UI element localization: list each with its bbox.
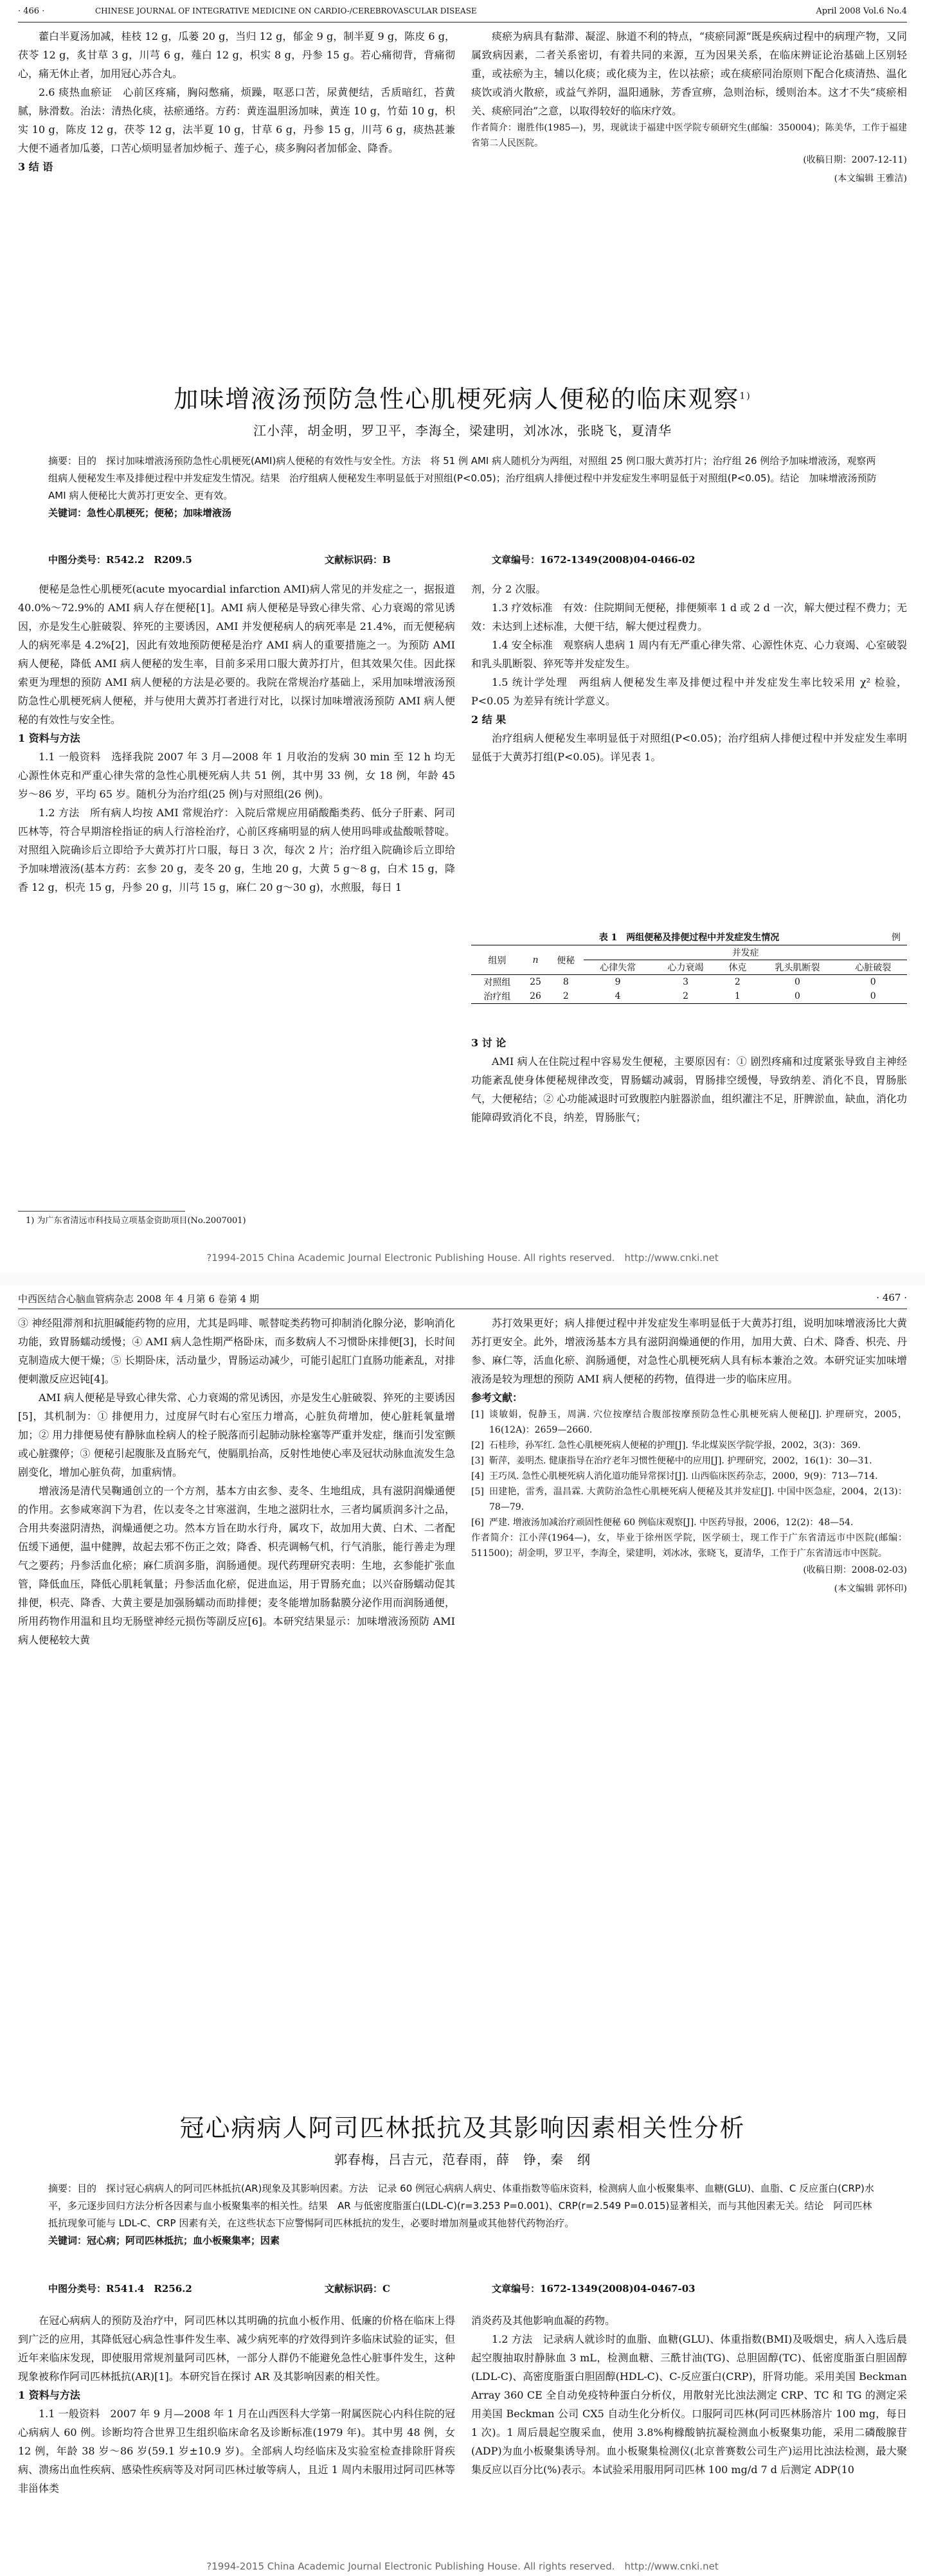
body-left-column <box>18 580 455 897</box>
paragraph: 苏打效果更好；病人排便过程中并发症发生率明显低于大黄苏打组，说明加味增液汤比大黄苏打更安全。此外，增液汤基本方具有滋阴润燥通便的作用，加用大黄、白术、降香、枳壳、丹参、麻仁等，活血化瘀、润肠通便，对急性心肌梗死病人具有标本兼治之效。本研究证实加味增液汤是较为理想的预防 AMI 病人便秘的药物，值得进一步的临床应用。 <box>471 1317 907 1385</box>
reference-text: 靳萍，姜明杰. 健康指导在治疗老年习惯性便秘中的应用[J]. 护理研究，2002，16(1)：30—31. <box>489 1456 872 1466</box>
classification-row-2 <box>48 2282 877 2297</box>
page-separator <box>0 1273 925 1285</box>
class-number: 中图分类号：R541.4 R256.2 <box>48 2283 192 2294</box>
article2-right-column <box>471 2311 907 2479</box>
table-cell: 3 <box>683 977 688 987</box>
abstract-text: 摘要：目的 探讨冠心病病人的阿司匹林抵抗(AR)现象及其影响因素。方法 记录 60 例冠心病病人病史、体重指数等临床资料，检测病人血小板聚集率、血糖(GLU)、血脂、C 反应蛋白(CRP)水平，多元逐步回归方法分析各因素与血小板聚集率的相关性。结果 AR 与低密度脂蛋白(LDL-C)(r=3.253 P=0.001)、CRP(r=2.549 P=0.015)显著相关，而与其他因素无关。结论 阿司匹林抵抗现象可能与 LDL-C、CRP 因素有关，在这些状态下应警惕阿司匹林抵抗的发生，必要时增加剂量或其他替代药物治疗。 <box>48 2183 874 2229</box>
author-bio: 作者简介：谢胜伟(1985—)，男，现就读于福建中医学院专硕研究生(邮编：350004)；陈美华，工作于福建省第二人民医院。 <box>471 123 907 148</box>
table-subheader: 心力衰竭 <box>667 963 704 973</box>
paragraph: 痰瘀为病具有黏滞、凝涩、脉道不利的特点，“痰瘀同源”既是疾病过程中的病理产物，又同属致病因素，二者关系密切，有着共同的来源，互为因果关系，在临床辨证论治基础上区别轻重，或祛瘀为主，辅以化痰；或化痰为主，佐以祛瘀；或在痰瘀同治原则下配合化痰清热、温化痰饮或消火散瘀，或益气养阴，温阳通脉，芳香宣痹，急则治标，缓则治本。这才不失“痰瘀相关、痰瘀同治”之意，以取得较好的临床疗效。 <box>471 30 907 117</box>
paragraph: 消炎药及其他影响血凝的药物。 <box>471 2314 616 2327</box>
document-code: 文献标识码：C <box>325 2283 390 2294</box>
table-header-group: 组别 <box>471 945 523 975</box>
running-header <box>18 6 907 19</box>
journal-name: 中西医结合心脑血管病杂志 2008 年 4 月第 6 卷第 4 期 <box>18 1293 259 1305</box>
article-title <box>0 379 925 415</box>
table-subheader: 休克 <box>728 963 747 973</box>
table-caption <box>471 931 907 945</box>
reference-text: 王巧凤. 急性心肌梗死病人消化道功能异常探讨[J]. 山西临床医药杂志，2000，9(9)：713—714. <box>489 1471 878 1481</box>
reference-text: 田建艳，雷秀，温昌霖. 大黄防治急性心肌梗死病人便秘及其并发症[J]. 中国中医急症，2004，2(13)：78—79. <box>489 1487 907 1512</box>
reference-number: [2] <box>471 1440 484 1451</box>
table-cell: 2 <box>562 991 569 1001</box>
footnote-rule <box>18 1211 185 1212</box>
paragraph: 1.1 一般资料 选择我院 2007 年 3 月—2008 年 1 月收治的发病 30 min 至 12 h 均无心源性休克和严重心律失常的急性心肌梗死病人共 51 例，其中男 33 例，女 18 例，年龄 45 岁～86 岁，平均 65 岁。随机分为治疗组(25 例)与对照组(26 例)。 <box>18 751 455 800</box>
paragraph: 1.4 安全标准 观察病人患病 1 周内有无严重心律失常、心源性休克、心力衰竭、心室破裂和乳头肌断裂、猝死等并发症发生。 <box>471 639 907 670</box>
paragraph: 增液汤是清代吴鞠通创立的一个方剂，基本方由玄参、麦冬、生地组成，具有滋阴润燥通便的作用。玄参咸寒润下为君，佐以麦冬之甘寒滋润，生地之滋阴壮水，三者均属质润多汁之品，合用共奏滋阴清热，润燥通便之功。然本方旨在助水行舟，属攻下，故加用大黄、白术、二者配伍缓下通便，温中健脾，故起去邪不伤正之效；降香、枳壳调畅气机，行气消胀，能行善走为理气之要药；丹参活血化瘀；麻仁质润多脂，润肠通便。现代药理研究表明：生地，玄参能扩张血管，降低血压，降低心肌耗氧量；丹参活血化瘀，促进血运，用于胃肠充血；以兴奋肠蠕动促其排便，枳壳、降香、大黄主要是加强肠蠕动而助排便；麦冬能增加肠黏膜分泌作用而润肠通便，所用药物作用温和且均无肠壁神经元损伤等副反应[6]。本研究结果显示：加味增液汤预防 AMI 病人便秘较大黄 <box>18 1485 455 1646</box>
page-number: · 467 · <box>876 1292 907 1303</box>
table-row <box>471 975 907 990</box>
journal-page-466 <box>0 0 925 1273</box>
table-cell: 2 <box>734 977 741 987</box>
table-cell: 1 <box>734 991 741 1001</box>
journal-name: CHINESE JOURNAL OF INTEGRATIVE MEDICINE ON CARDIO-/CEREBROVASCULAR DISEASE <box>95 6 477 15</box>
references-heading: 参考文献： <box>471 1391 523 1404</box>
copyright-watermark: ?1994-2015 China Academic Journal Electronic Publishing House. All rights reserved. http://www.cnki.net <box>206 2561 719 2572</box>
table-cell: 26 <box>530 991 541 1001</box>
reference-item <box>471 1438 907 1453</box>
paragraph: 在冠心病病人的预防及治疗中，阿司匹林以其明确的抗血小板作用、低廉的价格在临床上得到广泛的应用，其降低冠心病急性事件发生率、减少病死率的疗效得到许多临床试验的证实，但近年来临床发现，即使服用常规剂量阿司匹林，一部分人群仍不能避免急性心脏事件发生，这种现象被称作阿司匹林抵抗(AR)[1]。本研究旨在探讨 AR 及其影响因素的相关性。 <box>18 2314 455 2383</box>
article-title-2: 冠心病病人阿司匹林抵抗及其影响因素相关性分析 <box>179 2114 746 2142</box>
paragraph: ③ 神经阻滞剂和抗胆碱能药物的应用，尤其是吗啡、哌替啶类药物可抑制消化腺分泌，影响消化功能，致胃肠蠕动缓慢；④ AMI 病人急性期严格卧床，而多数病人不习惯卧床排便[3]，长时间克制造成大便干燥；⑤ 长期卧床，活动量少，胃肠运动减少，可能引起肛门直肠功能紊乱，对排便刺激反应迟钝[4]。 <box>18 1317 455 1385</box>
body-left-column <box>18 1314 455 1649</box>
paragraph: 1.5 统计学处理 两组病人便秘发生率及排便过程中并发症发生率比较采用 χ² 检验，P<0.05 为差异有统计学意义。 <box>471 676 907 707</box>
reference-text: 谈敏娟，倪静玉，周满. 穴位按摩结合腹部按摩预防急性心肌梗死病人便秘[J]. 护理研究，2005，16(12A)：2659—2660. <box>489 1409 907 1435</box>
table-cell: 9 <box>615 977 621 987</box>
table-cell: 0 <box>795 977 800 987</box>
prev-article-left-column <box>18 27 455 176</box>
copyright-watermark: ?1994-2015 China Academic Journal Electronic Publishing House. All rights reserved. http://www.cnki.net <box>206 1252 719 1264</box>
abstract <box>48 452 877 522</box>
article-number: 文章编号：1672-1349(2008)04-0466-02 <box>492 554 696 566</box>
paragraph: 治疗组病人便秘发生率明显低于对照组(P<0.05)；治疗组病人排便过程中并发症发生率明显低于大黄苏打组(P<0.05)。详见表 1。 <box>471 732 907 763</box>
table-header-complications: 并发症 <box>584 945 907 960</box>
paragraph: 1.1 一般资料 2007 年 9 月—2008 年 1 月在山西医科大学第一附属医院心内科住院的冠心病病人 60 例。诊断均符合世界卫生组织临床命名及诊断标准(1979 年)。其中男 48 例，女 12 例，年龄 38 岁～86 岁(59.1 岁±10.9 岁)。全部病人均经临床及实验室检查排除肝肾疾病、溃疡出血性疾病、感染性疾病等及对阿司匹林过敏等病人，且近 1 周内未服用过阿司匹林等非甾体类 <box>18 2408 455 2494</box>
table-row <box>471 989 907 1004</box>
reference-number: [3] <box>471 1456 484 1466</box>
author-bio: 作者简介：江小萍(1964—)，女，毕业于徐州医学院，医学硕士，现工作于广东省清远市中医院(邮编：511500)；胡金明，罗卫平，李海全，梁建明，刘冰冰，张晓飞，夏清华，工作于广东省清远市中医院。 <box>471 1533 907 1559</box>
keywords: 关键词：冠心病；阿司匹林抵抗；血小板聚集率；因素 <box>48 2235 280 2246</box>
table-cell: 2 <box>683 991 688 1001</box>
article-authors-2: 郭春梅，吕吉元，范春雨，薛 铮，秦 纲 <box>334 2152 591 2167</box>
keywords: 关键词：急性心肌梗死；便秘；加味增液汤 <box>48 507 232 519</box>
table-cell: 对照组 <box>483 978 511 988</box>
reference-item <box>471 1469 907 1484</box>
abstract-2 <box>48 2180 877 2250</box>
discussion-right-column <box>471 1033 907 1127</box>
reference-list <box>471 1407 907 1530</box>
reference-item <box>471 1515 907 1530</box>
received-date: (收稿日期：2008-02-03) <box>803 1565 907 1575</box>
abstract-text: 摘要：目的 探讨加味增液汤预防急性心肌梗死(AMI)病人便秘的有效性与安全性。方法 将 51 例 AMI 病人随机分为两组，对照组 25 例口服大黄苏打片；治疗组 26 例给予加味增液汤，观察两组病人便秘发生率及排便过程中并发症发生情况。结果 治疗组病人便秘发生率明显低于对照组(P<0.05)；治疗组病人排便过程中并发症发生率明显低于对照组(P<0.05)。结论 加味增液汤预防 AMI 病人便秘比大黄苏打更安全、更有效。 <box>48 455 877 501</box>
table-header-constipation: 便秘 <box>548 945 584 975</box>
received-date: (收稿日期：2007-12-11) <box>803 155 907 165</box>
table-cell: 8 <box>562 977 569 987</box>
paragraph: AMI 病人便秘是导致心律失常、心力衰竭的常见诱因，亦是发生心脏破裂、猝死的主要诱因[5]，其机制为：① 排便用力，过度屏气时右心室压力增高，心脏负荷增加，使心脏耗氧量增加；② 用力排便易使有静脉血栓病人的栓子脱落而引起肺动脉栓塞等严重并发症，继而引发室颤或心脏骤停；③ 便秘引起腹胀及直肠充气，使膈肌抬高，反射性地使心率及冠状动脉血流发生急剧变化，增加心脏负荷，加重病情。 <box>18 1391 455 1478</box>
table-unit: 例 <box>892 933 901 943</box>
table-header-n: n <box>523 945 548 975</box>
reference-text: 严建. 增液汤加减治疗顽固性便秘 60 例临床观察[J]. 中医药导报，2006，12(2)：48—54. <box>489 1517 854 1528</box>
reference-item <box>471 1453 907 1469</box>
journal-page-467 <box>0 1285 925 2576</box>
prev-article-right-column <box>471 27 907 188</box>
paragraph: 便秘是急性心肌梗死(acute myocardial infarction AMI)病人常见的并发症之一，据报道 40.0%～72.9%的 AMI 病人存在便秘[1]。AMI 病人便秘是导致心律失常、心力衰竭的常见诱因，亦是发生心脏破裂、猝死的主要诱因，AMI 并发便秘病人的病死率是 21.4%，而无便秘病人的病死率是 4.2%[2]，因此有效地预防便秘是治疗 AMI 病人的重要措施之一。为预防 AMI 病人便秘，降低 AMI 病人便秘的发生率，目前多采用口服大黄苏打片，但其效果欠佳。因此探索更为理想的预防 AMI 病人便秘的方法是必要的。我院在常规治疗基础上，采用加味增液汤预防急性心肌梗死病人便秘，并与使用大黄苏打者进行对比，以探讨加味增液汤预防 AMI 病人便秘的有效性与安全性。 <box>18 583 455 726</box>
table-subheader: 乳头肌断裂 <box>775 963 820 973</box>
table-subheader: 心脏破裂 <box>855 963 892 973</box>
section-heading: 1 资料与方法 <box>18 732 80 744</box>
footnote: 1) 为广东省清远市科技局立项基金资助项目(No.2007001) <box>26 1216 246 1226</box>
table-cell: 25 <box>530 977 541 987</box>
table-cell: 0 <box>870 991 876 1001</box>
article-number: 文章编号：1672-1349(2008)04-0467-03 <box>492 2283 696 2294</box>
table-subheader: 心律失常 <box>600 963 636 973</box>
reference-number: [1] <box>471 1409 484 1420</box>
body-right-column <box>471 1314 907 1598</box>
table-cell: 0 <box>795 991 800 1001</box>
paragraph: 2.6 痰热血瘀证 心前区疼痛，胸闷憋痛，烦躁，呕恶口苦，尿黄便结，舌质暗红，苔黄腻，脉滑数。治法：清热化痰，祛瘀通络。方药：黄连温胆汤加味，黄连 10 g，竹茹 10 g，枳实 10 g，陈皮 12 g，茯苓 12 g，法半夏 10 g，甘草 6 g，丹参 15 g，川芎 6 g，痰热甚兼大便不通者加瓜蒌，口苦心烦明显者加炒栀子、莲子心，痰多胸闷者加郁金、降香。 <box>18 86 455 154</box>
editor-note: (本文编辑 郭怀印) <box>834 1584 907 1594</box>
body-right-column <box>471 580 907 766</box>
paragraph: 1.3 疗效标准 有效：住院期间无便秘，排便频率 1 d 或 2 d 一次，解大便过程不费力；无效：未达到上述标准，大便干结，解大便过程费力。 <box>471 602 907 632</box>
paragraph: AMI 病人在住院过程中容易发生便秘，主要原因有：① 剧烈疼痛和过度紧张导致自主神经功能紊乱使身体便秘规律改变，胃肠蠕动减弱，胃肠排空缓慢，导致纳差、消化不良，胃肠胀气，大便秘结；② 心功能减退时可致腹腔内脏器淤血，组织灌注不足，肝脾淤血，缺血，消化功能障碍致消化不良，纳差，胃肠胀气； <box>471 1055 907 1123</box>
table-cell: 0 <box>870 977 876 987</box>
classification-row <box>48 553 877 568</box>
reference-item <box>471 1484 907 1515</box>
data-table <box>471 945 907 1004</box>
running-header <box>18 1292 907 1306</box>
class-number: 中图分类号：R542.2 R209.5 <box>48 554 192 566</box>
article2-left-column <box>18 2311 455 2498</box>
issue-info: April 2008 Vol.6 No.4 <box>816 6 907 16</box>
section-heading: 3 讨 论 <box>471 1037 507 1049</box>
section-heading: 2 结 果 <box>471 713 507 726</box>
paragraph: 藿白半夏汤加减，桂枝 12 g，瓜蒌 20 g，当归 12 g，郁金 9 g，制半夏 9 g，陈皮 6 g，茯苓 12 g，炙甘草 3 g，川芎 6 g，薤白 12 g，枳实 8 g，丹参 15 g。若心痛彻背，背痛彻心，痛无休止者，加用冠心苏合丸。 <box>18 30 455 80</box>
reference-number: [4] <box>471 1471 484 1481</box>
table-1 <box>471 931 907 1004</box>
paragraph: 1.2 方法 所有病人均按 AMI 常规治疗：入院后常规应用硝酸酯类药、低分子肝素、阿司匹林等，符合早期溶栓指证的病人行溶栓治疗，心前区疼痛明显的病人使用吗啡或盐酸哌替啶。对照组入院确诊后立即给予大黄苏打片口服，每日 3 次，每次 2 片；治疗组入院确诊后立即给予加味增液汤(基本方药：玄参 20 g，麦冬 20 g，生地 20 g，大黄 5 g～8 g，白术 15 g，降香 12 g，枳壳 15 g，丹参 20 g，川芎 15 g，麻仁 20 g～30 g)，水煎服，每日 1 <box>18 807 455 893</box>
paragraph: 剂，分 2 次服。 <box>471 583 546 595</box>
page-number: · 466 · <box>18 6 45 16</box>
title-footnote-mark: 1) <box>739 391 751 402</box>
reference-text: 石桂珍，孙军红. 急性心肌梗死病人便秘的护理[J]. 华北煤炭医学院学报，2002，3(3)：369. <box>489 1440 861 1451</box>
article-title-text: 加味增液汤预防急性心肌梗死病人便秘的临床观察 <box>174 385 740 413</box>
table-cell: 4 <box>615 991 621 1001</box>
editor-note: (本文编辑 王雅洁) <box>834 174 907 184</box>
paragraph: 1.2 方法 记录病人就诊时的血脂、血糖(GLU)、体重指数(BMI)及吸烟史，病人入选后晨起空腹抽取肘静脉血 3 mL，检测血糖、三酰甘油(TG)、总胆固醇(TC)、低密度脂蛋白胆固醇(LDL-C)、高密度脂蛋白胆固醇(HDL-C)、C-反应蛋白(CRP)，肝肾功能。采用美国 Beckman Array 360 CE 全自动免疫特种蛋白分析仪，用散射光比浊法测定 CRP、TC 和 TG 的测定采用美国 Beckman 公司 CX5 自动生化分析仪。口服阿司匹林(阿司匹林肠溶片 100 mg，每日 1 次)。1 周后晨起空腹采血，使用 3.8%枸橼酸钠抗凝检测血小板聚集功能，采用二磷酸腺苷(ADP)为血小板聚集诱导剂。血小板聚集检测仪(北京普赛数公司生产)运用比浊法检测，最大聚集反应以百分比(%)表示。本试验采用服用阿司匹林 100 mg/d 7 d 后测定 ADP(10 <box>471 2333 907 2476</box>
article-authors: 江小萍，胡金明，罗卫平，李海全，梁建明，刘冰冰，张晓飞，夏清华 <box>253 423 672 438</box>
reference-item <box>471 1407 907 1438</box>
reference-number: [6] <box>471 1517 484 1528</box>
table-caption-text: 表 1 两组便秘及排便过程中并发症发生情况 <box>598 933 780 943</box>
reference-number: [5] <box>471 1487 484 1497</box>
table-cell: 治疗组 <box>483 992 511 1002</box>
document-code: 文献标识码：B <box>325 554 391 566</box>
section-heading: 1 资料与方法 <box>18 2389 80 2401</box>
section-heading: 3 结 语 <box>18 161 53 173</box>
